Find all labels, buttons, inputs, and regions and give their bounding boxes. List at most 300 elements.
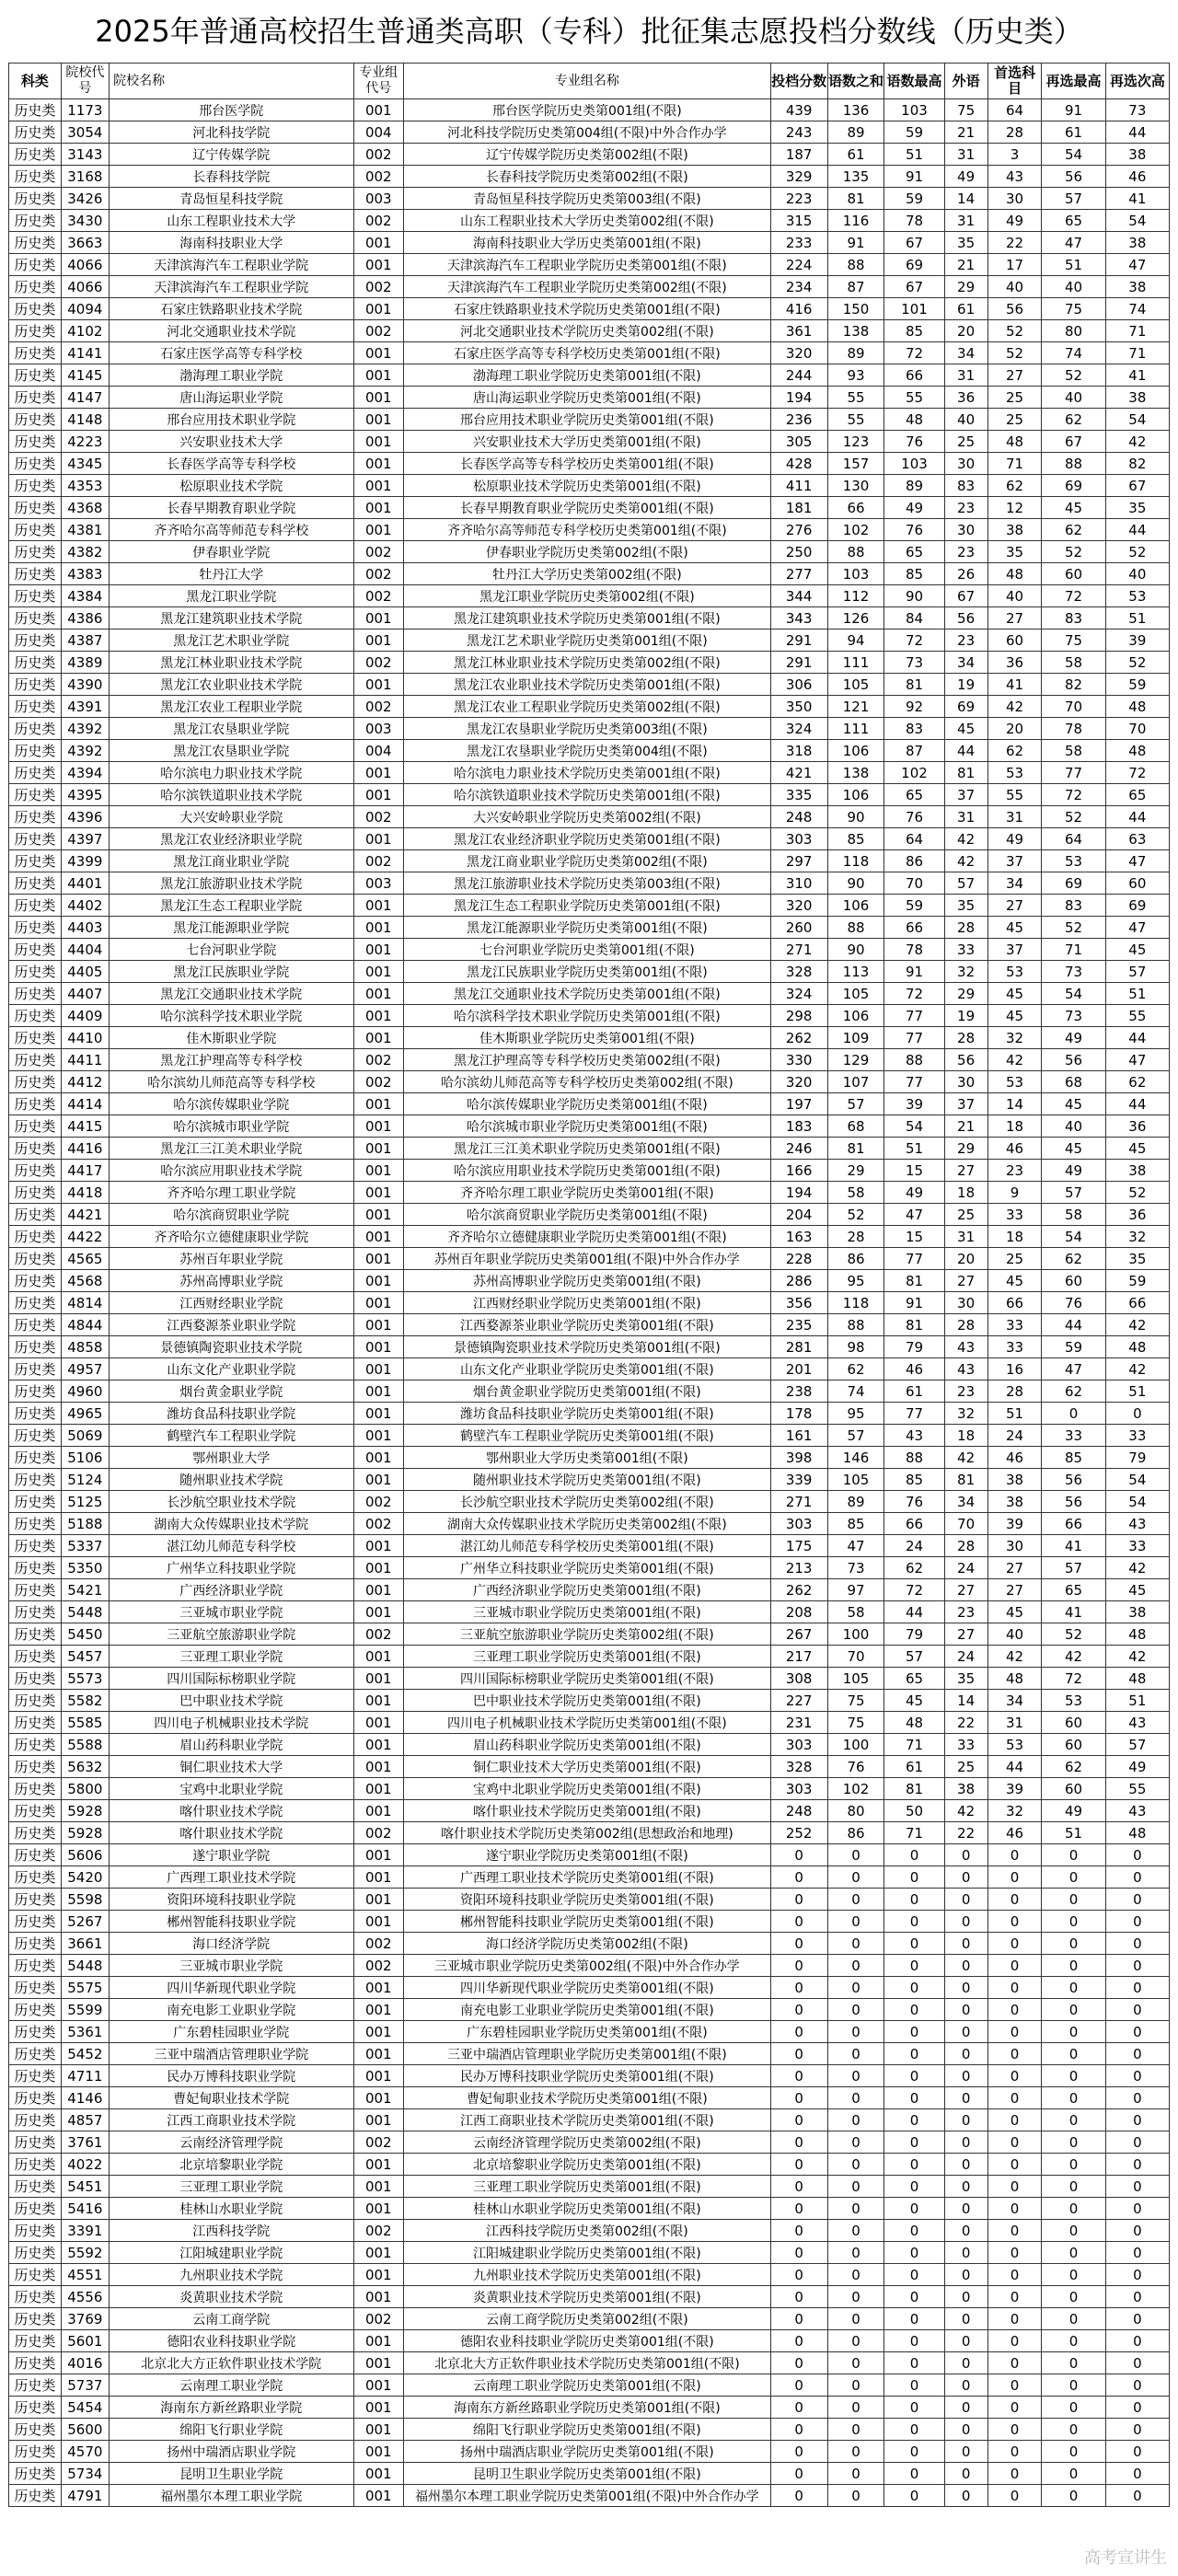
cell-elective-max: 0: [1042, 2043, 1105, 2065]
cell-first-subject: 53: [987, 1734, 1042, 1756]
cell-first-subject: 24: [987, 1425, 1042, 1447]
cell-first-subject: 25: [987, 387, 1042, 409]
cell-elective-second: 44: [1105, 806, 1169, 828]
cell-foreign-language: 34: [944, 342, 987, 364]
cell-elective-max: 83: [1042, 607, 1105, 630]
cell-elective-second: 0: [1105, 1866, 1169, 1889]
cell-total-score: 181: [770, 497, 827, 519]
cell-first-subject: 42: [987, 1049, 1042, 1071]
cell-group-code: 001: [353, 2463, 404, 2485]
cell-group-code: 002: [353, 144, 404, 166]
cell-chinese-math-sum: 52: [827, 1204, 884, 1226]
cell-first-subject: 55: [987, 784, 1042, 806]
cell-first-subject: 49: [987, 828, 1042, 850]
table-row: [9, 1513, 1170, 1535]
cell-school-code: 5582: [61, 1690, 109, 1712]
cell-total-score: 330: [770, 1049, 827, 1071]
cell-elective-max: 52: [1042, 541, 1105, 563]
cell-elective-second: 0: [1105, 1933, 1169, 1955]
cell-chinese-math-sum: 118: [827, 850, 884, 872]
cell-group-code: 002: [353, 696, 404, 718]
cell-elective-second: 33: [1105, 1535, 1169, 1557]
table-row: [9, 585, 1170, 607]
cell-group-name: 天津滨海汽车工程职业学院历史类第001组(不限): [404, 254, 771, 276]
cell-total-score: 262: [770, 1027, 827, 1049]
cell-group-name: 三亚中瑞酒店管理职业学院历史类第001组(不限): [404, 2043, 771, 2065]
cell-group-code: 001: [353, 1425, 404, 1447]
cell-chinese-math-max: 84: [884, 607, 944, 630]
cell-chinese-math-sum: 0: [827, 1999, 884, 2021]
cell-category: 历史类: [9, 1314, 62, 1336]
cell-group-name: 江西婺源茶业职业学院历史类第001组(不限): [404, 1314, 771, 1336]
cell-chinese-math-sum: 86: [827, 1248, 884, 1270]
cell-total-score: 306: [770, 674, 827, 696]
cell-category: 历史类: [9, 850, 62, 872]
cell-first-subject: 40: [987, 1623, 1042, 1646]
cell-first-subject: 33: [987, 1314, 1042, 1336]
cell-foreign-language: 43: [944, 1336, 987, 1358]
cell-school-name: 德阳农业科技职业学院: [110, 2330, 353, 2352]
cell-elective-second: 52: [1105, 652, 1169, 674]
table-row: [9, 1579, 1170, 1601]
cell-chinese-math-sum: 0: [827, 1955, 884, 1977]
cell-total-score: 0: [770, 2286, 827, 2308]
cell-school-name: 牡丹江大学: [110, 563, 353, 585]
cell-chinese-math-max: 72: [884, 630, 944, 652]
cell-school-name: 绵阳飞行职业学院: [110, 2419, 353, 2441]
score-table: [8, 63, 1170, 2507]
cell-group-code: 001: [353, 1204, 404, 1226]
cell-category: 历史类: [9, 740, 62, 762]
cell-elective-max: 67: [1042, 431, 1105, 453]
cell-total-score: 217: [770, 1646, 827, 1668]
cell-foreign-language: 21: [944, 254, 987, 276]
cell-elective-max: 41: [1042, 1601, 1105, 1623]
cell-first-subject: 38: [987, 519, 1042, 541]
header-elective-max: 再选最高: [1042, 64, 1105, 99]
cell-group-name: 北京北大方正软件职业技术学院历史类第001组(不限): [404, 2352, 771, 2374]
cell-chinese-math-sum: 106: [827, 1005, 884, 1027]
table-row: [9, 1027, 1170, 1049]
cell-group-code: 001: [353, 1380, 404, 1403]
cell-group-code: 001: [353, 2352, 404, 2374]
cell-chinese-math-max: 67: [884, 276, 944, 298]
cell-chinese-math-max: 87: [884, 740, 944, 762]
cell-chinese-math-max: 0: [884, 1977, 944, 1999]
cell-chinese-math-max: 101: [884, 298, 944, 320]
cell-foreign-language: 19: [944, 674, 987, 696]
table-row: [9, 1668, 1170, 1690]
cell-chinese-math-max: 79: [884, 1623, 944, 1646]
cell-chinese-math-sum: 58: [827, 1601, 884, 1623]
cell-category: 历史类: [9, 2109, 62, 2131]
cell-first-subject: 9: [987, 1182, 1042, 1204]
cell-elective-second: 0: [1105, 2021, 1169, 2043]
table-row: [9, 1425, 1170, 1447]
cell-school-name: 三亚中瑞酒店管理职业学院: [110, 2043, 353, 2065]
cell-group-code: 002: [353, 1071, 404, 1093]
cell-school-name: 广东碧桂园职业学院: [110, 2021, 353, 2043]
cell-school-name: 潍坊食品科技职业学院: [110, 1403, 353, 1425]
table-row: [9, 1911, 1170, 1933]
cell-chinese-math-max: 73: [884, 652, 944, 674]
cell-chinese-math-sum: 100: [827, 1623, 884, 1646]
cell-school-code: 5069: [61, 1425, 109, 1447]
cell-group-name: 郴州智能科技职业学院历史类第001组(不限): [404, 1911, 771, 1933]
cell-chinese-math-max: 72: [884, 1579, 944, 1601]
cell-school-code: 5457: [61, 1646, 109, 1668]
cell-category: 历史类: [9, 2242, 62, 2264]
cell-group-code: 001: [353, 453, 404, 475]
cell-first-subject: 35: [987, 541, 1042, 563]
cell-elective-second: 47: [1105, 850, 1169, 872]
cell-elective-second: 35: [1105, 1248, 1169, 1270]
cell-elective-max: 54: [1042, 1226, 1105, 1248]
cell-group-name: 江阳城建职业学院历史类第001组(不限): [404, 2242, 771, 2264]
cell-first-subject: 40: [987, 276, 1042, 298]
cell-school-name: 曹妃甸职业技术学院: [110, 2087, 353, 2109]
cell-category: 历史类: [9, 121, 62, 144]
cell-category: 历史类: [9, 2374, 62, 2397]
cell-elective-second: 57: [1105, 1734, 1169, 1756]
cell-category: 历史类: [9, 1646, 62, 1668]
cell-elective-max: 0: [1042, 1889, 1105, 1911]
cell-school-code: 4415: [61, 1115, 109, 1138]
cell-group-name: 广西经济职业学院历史类第001组(不限): [404, 1579, 771, 1601]
cell-group-name: 黑龙江交通职业技术学院历史类第001组(不限): [404, 983, 771, 1005]
cell-elective-max: 45: [1042, 497, 1105, 519]
cell-first-subject: 44: [987, 1756, 1042, 1778]
cell-elective-max: 73: [1042, 961, 1105, 983]
cell-foreign-language: 30: [944, 519, 987, 541]
cell-elective-max: 62: [1042, 409, 1105, 431]
cell-elective-max: 53: [1042, 850, 1105, 872]
cell-group-code: 001: [353, 895, 404, 917]
cell-chinese-math-sum: 0: [827, 2109, 884, 2131]
cell-category: 历史类: [9, 1800, 62, 1822]
table-row: [9, 2065, 1170, 2087]
cell-elective-max: 72: [1042, 585, 1105, 607]
cell-group-code: 002: [353, 541, 404, 563]
cell-elective-second: 72: [1105, 762, 1169, 784]
cell-category: 历史类: [9, 99, 62, 121]
cell-chinese-math-sum: 135: [827, 166, 884, 188]
cell-first-subject: 48: [987, 431, 1042, 453]
cell-elective-max: 82: [1042, 674, 1105, 696]
cell-first-subject: 0: [987, 2220, 1042, 2242]
cell-foreign-language: 25: [944, 1756, 987, 1778]
table-row: [9, 1999, 1170, 2021]
cell-first-subject: 0: [987, 2043, 1042, 2065]
cell-school-code: 4345: [61, 453, 109, 475]
cell-total-score: 163: [770, 1226, 827, 1248]
cell-elective-second: 79: [1105, 1447, 1169, 1469]
table-row: [9, 1844, 1170, 1866]
cell-elective-max: 0: [1042, 2220, 1105, 2242]
cell-school-name: 黑龙江职业学院: [110, 585, 353, 607]
cell-category: 历史类: [9, 1447, 62, 1469]
cell-elective-max: 91: [1042, 99, 1105, 121]
cell-foreign-language: 23: [944, 1380, 987, 1403]
cell-elective-second: 38: [1105, 276, 1169, 298]
cell-total-score: 0: [770, 2242, 827, 2264]
cell-foreign-language: 0: [944, 2352, 987, 2374]
cell-elective-second: 0: [1105, 2397, 1169, 2419]
cell-first-subject: 45: [987, 917, 1042, 939]
table-row: [9, 983, 1170, 1005]
cell-group-name: 四川华新现代职业学院历史类第001组(不限): [404, 1977, 771, 1999]
cell-chinese-math-sum: 130: [827, 475, 884, 497]
cell-elective-second: 0: [1105, 2463, 1169, 2485]
table-row: [9, 850, 1170, 872]
cell-first-subject: 28: [987, 121, 1042, 144]
cell-total-score: 0: [770, 1933, 827, 1955]
cell-category: 历史类: [9, 1336, 62, 1358]
cell-total-score: 187: [770, 144, 827, 166]
cell-school-name: 齐齐哈尔理工职业学院: [110, 1182, 353, 1204]
cell-foreign-language: 67: [944, 585, 987, 607]
cell-school-code: 4791: [61, 2485, 109, 2507]
cell-foreign-language: 20: [944, 1248, 987, 1270]
cell-category: 历史类: [9, 1911, 62, 1933]
cell-chinese-math-sum: 0: [827, 2308, 884, 2330]
cell-elective-second: 55: [1105, 1778, 1169, 1800]
cell-group-name: 广西理工职业技术学院历史类第001组(不限): [404, 1866, 771, 1889]
cell-total-score: 361: [770, 320, 827, 342]
cell-group-code: 001: [353, 2065, 404, 2087]
table-body: [9, 99, 1170, 2507]
cell-group-name: 江西财经职业学院历史类第001组(不限): [404, 1292, 771, 1314]
cell-elective-max: 70: [1042, 696, 1105, 718]
cell-category: 历史类: [9, 1049, 62, 1071]
cell-group-name: 黑龙江艺术职业学院历史类第001组(不限): [404, 630, 771, 652]
cell-chinese-math-sum: 80: [827, 1800, 884, 1822]
cell-school-code: 1173: [61, 99, 109, 121]
cell-chinese-math-sum: 76: [827, 1756, 884, 1778]
cell-category: 历史类: [9, 2154, 62, 2176]
cell-chinese-math-sum: 126: [827, 607, 884, 630]
cell-category: 历史类: [9, 1425, 62, 1447]
cell-elective-max: 74: [1042, 342, 1105, 364]
cell-chinese-math-sum: 29: [827, 1160, 884, 1182]
cell-elective-second: 44: [1105, 519, 1169, 541]
cell-chinese-math-max: 89: [884, 475, 944, 497]
cell-foreign-language: 14: [944, 188, 987, 210]
cell-school-code: 4390: [61, 674, 109, 696]
cell-chinese-math-sum: 106: [827, 740, 884, 762]
cell-foreign-language: 42: [944, 1447, 987, 1469]
cell-foreign-language: 0: [944, 2154, 987, 2176]
cell-chinese-math-sum: 61: [827, 144, 884, 166]
cell-total-score: 227: [770, 1690, 827, 1712]
cell-group-code: 001: [353, 983, 404, 1005]
cell-total-score: 246: [770, 1138, 827, 1160]
cell-school-code: 5450: [61, 1623, 109, 1646]
header-group-name: 专业组名称: [404, 64, 771, 99]
table-row: [9, 2242, 1170, 2264]
cell-chinese-math-sum: 57: [827, 1425, 884, 1447]
cell-foreign-language: 25: [944, 431, 987, 453]
cell-foreign-language: 35: [944, 232, 987, 254]
cell-school-code: 5734: [61, 2463, 109, 2485]
cell-group-name: 云南经济管理学院历史类第002组(不限): [404, 2131, 771, 2154]
cell-first-subject: 46: [987, 1447, 1042, 1469]
table-row: [9, 1866, 1170, 1889]
table-row: [9, 872, 1170, 895]
header-school-name: 院校名称: [110, 64, 353, 99]
cell-first-subject: 64: [987, 99, 1042, 121]
cell-elective-second: 0: [1105, 2330, 1169, 2352]
cell-elective-second: 59: [1105, 1270, 1169, 1292]
cell-elective-second: 47: [1105, 254, 1169, 276]
cell-group-code: 001: [353, 1138, 404, 1160]
cell-total-score: 0: [770, 2021, 827, 2043]
cell-first-subject: 0: [987, 1955, 1042, 1977]
cell-group-name: 长春医学高等专科学校历史类第001组(不限): [404, 453, 771, 475]
cell-group-code: 001: [353, 364, 404, 387]
cell-elective-second: 0: [1105, 2109, 1169, 2131]
cell-group-code: 001: [353, 2374, 404, 2397]
cell-group-name: 长春科技学院历史类第002组(不限): [404, 166, 771, 188]
page-title: 2025年普通高校招生普通类高职（专科）批征集志愿投档分数线（历史类）: [95, 14, 1083, 49]
cell-group-name: 三亚理工职业学院历史类第001组(不限): [404, 1646, 771, 1668]
cell-foreign-language: 0: [944, 2109, 987, 2131]
cell-elective-second: 71: [1105, 342, 1169, 364]
cell-elective-max: 0: [1042, 2463, 1105, 2485]
cell-group-code: 001: [353, 1712, 404, 1734]
table-row: [9, 1403, 1170, 1425]
cell-category: 历史类: [9, 630, 62, 652]
cell-elective-max: 0: [1042, 2441, 1105, 2463]
cell-elective-second: 0: [1105, 2441, 1169, 2463]
cell-school-code: 4565: [61, 1248, 109, 1270]
cell-total-score: 439: [770, 99, 827, 121]
cell-elective-second: 0: [1105, 2043, 1169, 2065]
cell-first-subject: 16: [987, 1358, 1042, 1380]
cell-category: 历史类: [9, 2286, 62, 2308]
cell-category: 历史类: [9, 2220, 62, 2242]
cell-elective-second: 65: [1105, 784, 1169, 806]
cell-elective-second: 51: [1105, 1380, 1169, 1403]
cell-foreign-language: 25: [944, 1204, 987, 1226]
cell-category: 历史类: [9, 2352, 62, 2374]
cell-elective-second: 43: [1105, 1712, 1169, 1734]
cell-first-subject: 0: [987, 2065, 1042, 2087]
table-row: [9, 2441, 1170, 2463]
cell-school-name: 四川国际标榜职业学院: [110, 1668, 353, 1690]
cell-school-code: 4403: [61, 917, 109, 939]
table-row: [9, 2087, 1170, 2109]
cell-total-score: 303: [770, 828, 827, 850]
cell-chinese-math-max: 83: [884, 718, 944, 740]
cell-elective-second: 0: [1105, 2176, 1169, 2198]
cell-school-code: 3143: [61, 144, 109, 166]
cell-elective-second: 33: [1105, 1425, 1169, 1447]
cell-first-subject: 43: [987, 166, 1042, 188]
cell-school-name: 巴中职业技术学院: [110, 1690, 353, 1712]
cell-first-subject: 0: [987, 2286, 1042, 2308]
cell-group-name: 江西工商职业技术学院历史类第001组(不限): [404, 2109, 771, 2131]
cell-elective-max: 58: [1042, 740, 1105, 762]
cell-school-code: 5573: [61, 1668, 109, 1690]
cell-group-code: 001: [353, 1005, 404, 1027]
cell-chinese-math-max: 24: [884, 1535, 944, 1557]
cell-chinese-math-sum: 0: [827, 2264, 884, 2286]
cell-chinese-math-sum: 136: [827, 99, 884, 121]
cell-total-score: 271: [770, 1491, 827, 1513]
cell-foreign-language: 30: [944, 1071, 987, 1093]
table-row: [9, 1071, 1170, 1093]
cell-elective-max: 60: [1042, 1778, 1105, 1800]
cell-first-subject: 62: [987, 740, 1042, 762]
cell-first-subject: 33: [987, 1204, 1042, 1226]
cell-school-code: 5421: [61, 1579, 109, 1601]
cell-elective-second: 82: [1105, 453, 1169, 475]
cell-group-code: 001: [353, 1800, 404, 1822]
cell-chinese-math-max: 61: [884, 1756, 944, 1778]
cell-chinese-math-max: 102: [884, 762, 944, 784]
cell-school-name: 黑龙江旅游职业技术学院: [110, 872, 353, 895]
cell-group-code: 001: [353, 1734, 404, 1756]
cell-school-code: 4223: [61, 431, 109, 453]
cell-foreign-language: 33: [944, 939, 987, 961]
cell-school-name: 云南工商学院: [110, 2308, 353, 2330]
cell-first-subject: 31: [987, 806, 1042, 828]
cell-elective-second: 0: [1105, 2308, 1169, 2330]
cell-school-code: 4383: [61, 563, 109, 585]
cell-group-name: 喀什职业技术学院历史类第002组(思想政治和地理): [404, 1822, 771, 1844]
cell-total-score: 0: [770, 2065, 827, 2087]
cell-foreign-language: 27: [944, 1623, 987, 1646]
cell-foreign-language: 0: [944, 2441, 987, 2463]
cell-elective-max: 0: [1042, 2308, 1105, 2330]
cell-category: 历史类: [9, 1160, 62, 1182]
cell-group-code: 001: [353, 1314, 404, 1336]
cell-total-score: 291: [770, 652, 827, 674]
cell-school-code: 4395: [61, 784, 109, 806]
cell-school-code: 4417: [61, 1160, 109, 1182]
cell-chinese-math-max: 103: [884, 99, 944, 121]
cell-group-code: 001: [353, 784, 404, 806]
cell-chinese-math-sum: 138: [827, 762, 884, 784]
cell-total-score: 0: [770, 1955, 827, 1977]
cell-group-name: 鹤壁汽车工程职业学院历史类第001组(不限): [404, 1425, 771, 1447]
cell-first-subject: 0: [987, 2176, 1042, 2198]
cell-elective-max: 49: [1042, 1800, 1105, 1822]
cell-school-code: 4570: [61, 2441, 109, 2463]
cell-foreign-language: 42: [944, 1800, 987, 1822]
cell-category: 历史类: [9, 1668, 62, 1690]
cell-elective-second: 48: [1105, 1668, 1169, 1690]
cell-elective-second: 32: [1105, 1226, 1169, 1248]
cell-total-score: 243: [770, 121, 827, 144]
cell-group-code: 001: [353, 1557, 404, 1579]
cell-group-code: 002: [353, 806, 404, 828]
cell-chinese-math-sum: 0: [827, 2087, 884, 2109]
cell-foreign-language: 42: [944, 850, 987, 872]
cell-group-name: 广东碧桂园职业学院历史类第001组(不限): [404, 2021, 771, 2043]
cell-group-code: 001: [353, 961, 404, 983]
cell-chinese-math-sum: 106: [827, 784, 884, 806]
cell-group-name: 宝鸡中北职业学院历史类第001组(不限): [404, 1778, 771, 1800]
cell-elective-second: 45: [1105, 939, 1169, 961]
cell-group-code: 001: [353, 1469, 404, 1491]
table-row: [9, 1380, 1170, 1403]
cell-chinese-math-max: 0: [884, 2176, 944, 2198]
cell-elective-max: 65: [1042, 1579, 1105, 1601]
cell-chinese-math-max: 61: [884, 1380, 944, 1403]
cell-chinese-math-sum: 86: [827, 1822, 884, 1844]
